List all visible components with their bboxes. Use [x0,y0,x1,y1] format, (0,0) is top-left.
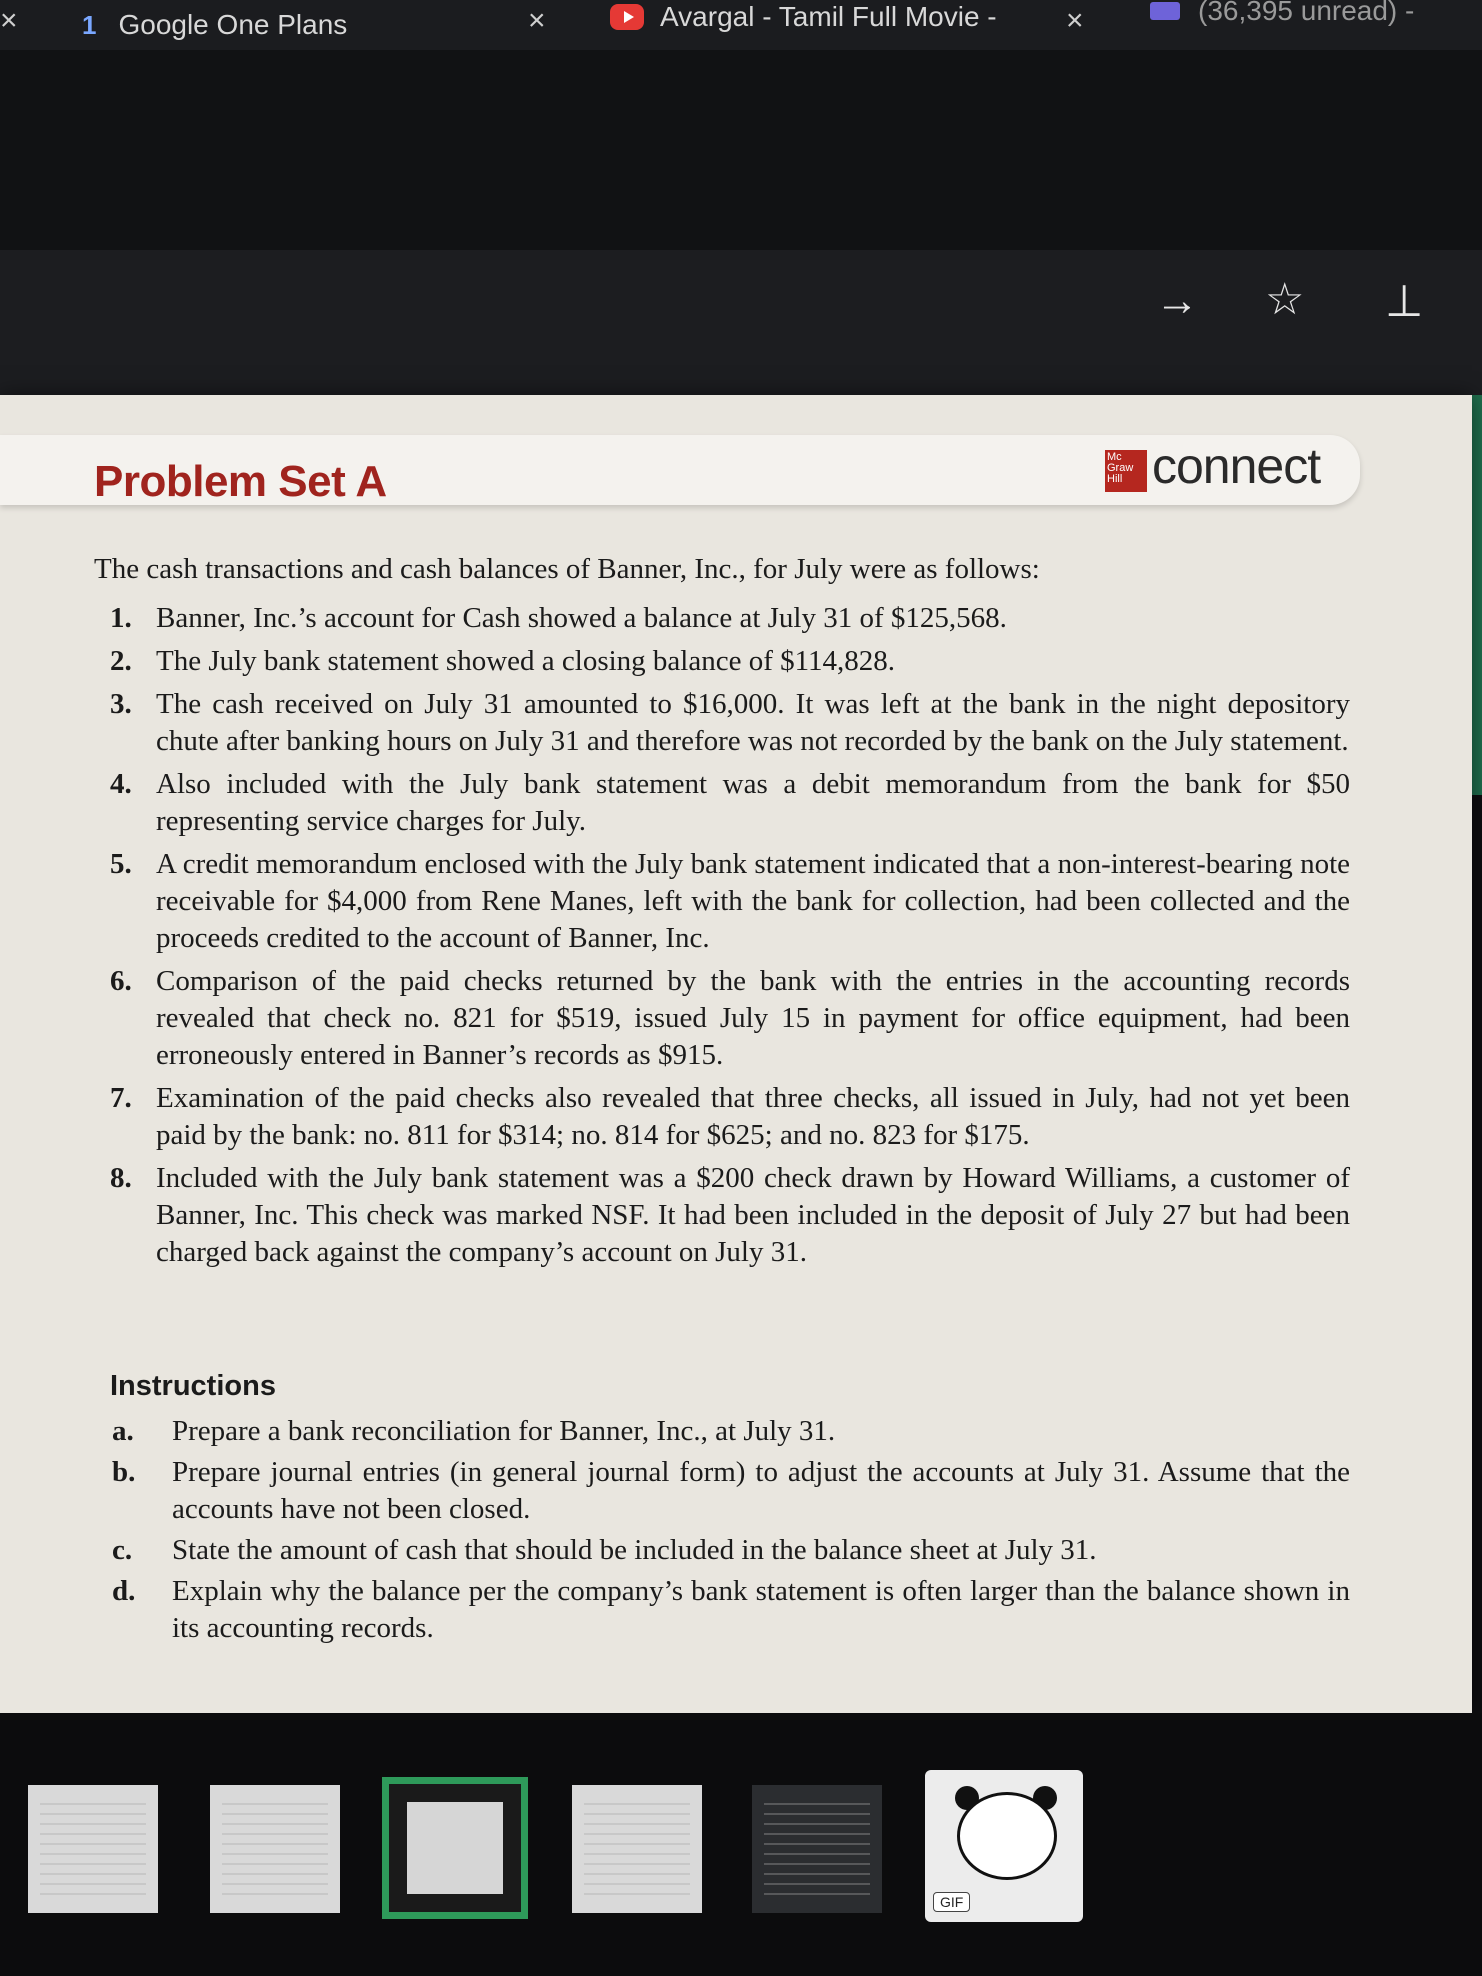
item-number: 8. [110,1162,132,1194]
item-number: 3. [110,688,132,720]
list-item [110,1080,1350,1154]
list-item [110,686,1350,760]
thumbnail-preview [40,1803,146,1895]
youtube-icon [610,4,644,30]
item-letter: b. [112,1456,136,1488]
item-letter: d. [112,1575,136,1607]
item-text: Examination of the paid checks also revealed that three checks, all issued in July, had not yet been paid by the bank: no. 811 for $314; no. 814 for $625; and no. 823 for $175. [156,1082,1350,1151]
list-item [112,1532,1350,1569]
close-icon[interactable]: × [0,4,18,37]
item-text: Banner, Inc.’s account for Cash showed a balance at July 31 of $125,568. [156,602,1007,634]
google-one-icon: 1 [82,9,97,40]
item-number: 6. [110,965,132,997]
item-text: Included with the July bank statement was a $200 check drawn by Howard Williams, a customer of Banner, Inc. This check was marked NSF. It had been included in the deposit of July 27 but had been charged back against the company’s account on July 31. [156,1162,1350,1268]
item-text: Also included with the July bank statement was a debit memorandum from the bank for $50 representing service charges for July. [156,768,1350,837]
tab-google-one[interactable] [82,0,347,50]
pin-icon[interactable]: ⊥ [1385,277,1424,326]
item-number: 7. [110,1082,132,1114]
list-item [110,766,1350,840]
tab-youtube[interactable] [610,0,997,42]
item-text: The cash received on July 31 amounted to $16,000. It was left at the bank in the night depository chute after banking hours on July 31 and therefore was not recorded by the bank on the July statement. [156,688,1350,757]
document-page [0,395,1472,1713]
close-tab-icon[interactable]: × [1066,4,1084,37]
gif-thumbnail[interactable] [925,1770,1083,1922]
item-text: Comparison of the paid checks returned by the bank with the entries in the accounting records revealed that check no. 821 for $519, issued July 15 in payment for office equipment, had been erroneously entered in Banner’s records as $915. [156,965,1350,1071]
panda-sticker-icon [957,1792,1057,1880]
browser-action-bar [0,250,1482,400]
tab-title: (36,395 unread) - [1198,0,1415,26]
item-letter: c. [112,1534,133,1566]
transaction-list [110,600,1350,1277]
item-text: State the amount of cash that should be included in the balance sheet at July 31. [172,1534,1097,1566]
mail-icon [1150,2,1180,20]
thumbnail-preview [407,1802,503,1894]
list-item [110,600,1350,637]
item-number: 2. [110,645,132,677]
tab-title: Google One Plans [118,9,348,40]
list-item [110,1160,1350,1271]
item-text: A credit memorandum enclosed with the July bank statement indicated that a non-interest-bearing note receivable for $4,000 from Rene Manes, left with the bank for collection, had been collected and the proceeds credited to the account of Banner, Inc. [156,848,1350,954]
thumbnail-preview [764,1803,870,1895]
photo-thumbnail[interactable] [28,1785,158,1913]
list-item [110,963,1350,1074]
tab-mail[interactable] [1150,0,1414,36]
item-text: Prepare a bank reconciliation for Banner, Inc., at July 31. [172,1415,836,1447]
item-text: Explain why the balance per the company’s bank statement is often larger than the balance shown in its accounting records. [172,1575,1350,1644]
tab-bar [0,0,1482,50]
list-item [112,1573,1350,1647]
forward-arrow-icon[interactable]: → [1155,276,1199,325]
instructions-heading: Instructions [110,1370,276,1402]
item-letter: a. [112,1415,134,1447]
item-number: 1. [110,602,132,634]
list-item [110,846,1350,957]
page-title: Problem Set A [94,457,387,506]
photo-thumbnail[interactable] [572,1785,702,1913]
tab-title: Avargal - Tamil Full Movie - [660,1,997,32]
list-item [110,643,1350,680]
instructions-list [112,1413,1350,1651]
photo-thumbnail-selected[interactable] [382,1777,528,1919]
thumbnail-preview [222,1803,328,1895]
item-text: Prepare journal entries (in general journal form) to adjust the accounts at July 31. Assume that the accounts have not been closed. [172,1456,1350,1525]
gif-badge: GIF [933,1892,970,1912]
item-text: The July bank statement showed a closing balance of $114,828. [156,645,896,677]
list-item [112,1454,1350,1528]
bookmark-star-icon[interactable]: ☆ [1265,275,1305,324]
photo-thumbnail[interactable] [210,1785,340,1913]
thumbnail-preview [584,1803,690,1895]
photo-thumbnail[interactable] [752,1785,882,1913]
browser-toolbar-area [0,50,1482,250]
connect-logo: connect [1152,438,1321,494]
close-tab-icon[interactable]: × [528,4,546,37]
item-number: 5. [110,848,132,880]
intro-text: The cash transactions and cash balances of Banner, Inc., for July were as follows: [94,553,1040,585]
item-number: 4. [110,768,132,800]
mcgraw-hill-logo: Mc Graw Hill [1105,450,1147,492]
list-item [112,1413,1350,1450]
